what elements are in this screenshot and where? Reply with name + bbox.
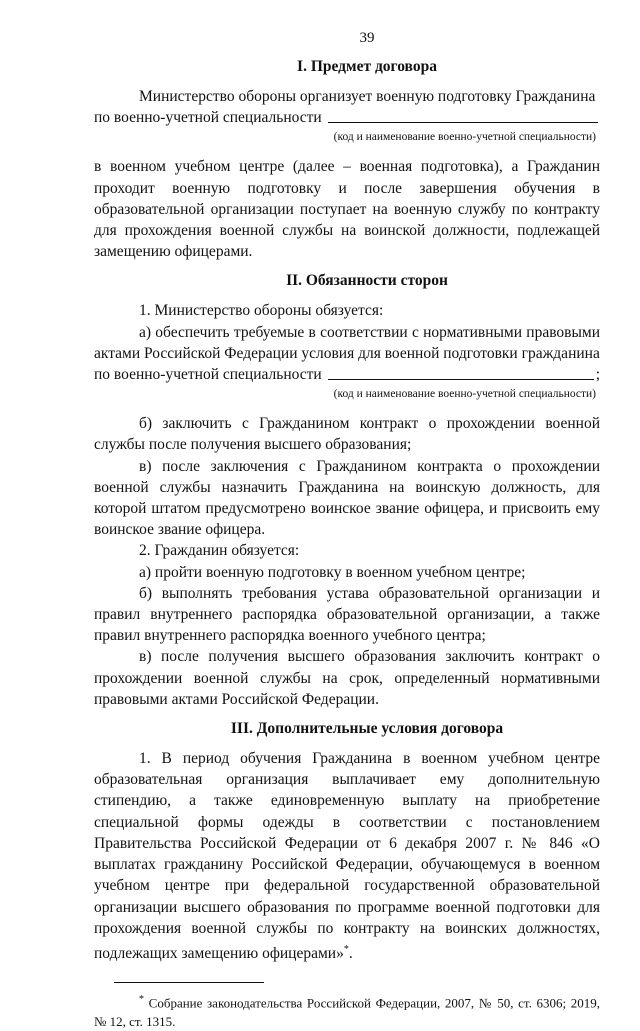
footnote-text: Собрание законодательства Российской Федерации, 2007, № 50, ст. 6306; 2019, № 12, ст. 1315.	[94, 995, 601, 1029]
clause-3-1-end: .	[348, 945, 353, 963]
clause-2-1-a: а) обеспечить требуемые в соответствии с нормативными правовыми актами Российской Федерации условия для военной подготовки гражданина	[94, 323, 600, 362]
clause-2-2-c: в) после получения высшего образования заключить контракт о прохождении военной службы на срок, определенный нормативными правовыми актами Российской Федерации.	[94, 648, 600, 708]
specialty-fill-line-1	[94, 107, 600, 128]
clause-2-2-a: а) пройти военную подготовку в военном учебном центре;	[139, 563, 526, 581]
section-2-title: II. Обязанности сторон	[286, 272, 448, 290]
footnote-rule	[114, 982, 264, 983]
footnote	[94, 991, 600, 1030]
footnote-reference: *	[343, 943, 349, 955]
specialty-blank-1	[328, 121, 598, 123]
specialty-caption-1: (код и наименование военно-учетной специальности)	[333, 131, 596, 144]
specialty-caption-2: (код и наименование военно-учетной специальности)	[333, 388, 596, 401]
section-3-title: III. Дополнительные условия договора	[230, 720, 504, 738]
clause-2-2-b: б) выполнять требования устава образовательной организации и правил внутреннего распорядка образовательной организации, а также правил внутреннего распорядка военного учебного центра;	[94, 584, 600, 645]
specialty-semicolon: ;	[595, 366, 600, 384]
clause-2-1-c: в) после заключения с Гражданином контракта о прохождении военной службы назначить Гражданина на воинскую должность, для которой штатом предусмотрено воинское звание офицера, и присвоить ему воинское звание офицера.	[94, 457, 600, 539]
specialty-label-1: по военно-учетной специальности	[94, 109, 322, 127]
footnote-mark: *	[139, 994, 144, 1006]
section-1-title: I. Предмет договора	[297, 58, 437, 75]
page-number: 39	[359, 30, 375, 46]
clause-2-1: 1. Министерство обороны обязуется:	[139, 302, 384, 320]
specialty-fill-line-2	[94, 364, 600, 385]
section-1-paragraph-1: Министерство обороны организует военную подготовку Гражданина	[139, 88, 596, 105]
specialty-blank-2	[328, 378, 594, 380]
clause-3-1-text: 1. В период обучения Гражданина в военном учебном центре образовательная организация выплачивает ему дополнительную стипендию, а также единовременную выплату на приобретение специальной формы одежды в соответствии с постановлением Правительства Российской Федерации от 6 декабря 2007 г. № 846 «О выплатах гражданину Российской Федерации, обучающемуся в военном учебном центре при федеральной государственной образовательной организации высшего образования по программе военной подготовки для прохождения военной службы по контракту на воинских должностях, подлежащих замещению офицерами»	[94, 750, 600, 963]
specialty-label-2: по военно-учетной специальности	[94, 366, 322, 384]
section-1-paragraph-2: в военном учебном центре (далее – военная подготовка), а Гражданин проходит военную подготовку и после завершения обучения в образовательной организации поступает на военную службу по контракту для прохождения военной службы на воинской должности, подлежащей замещению офицерами.	[94, 158, 600, 261]
clause-2-2: 2. Гражданин обязуется:	[139, 542, 300, 560]
clause-2-1-b: б) заключить с Гражданином контракт о прохождении военной службы после получения высшего образования;	[94, 415, 600, 454]
clause-3-1	[94, 748, 600, 964]
